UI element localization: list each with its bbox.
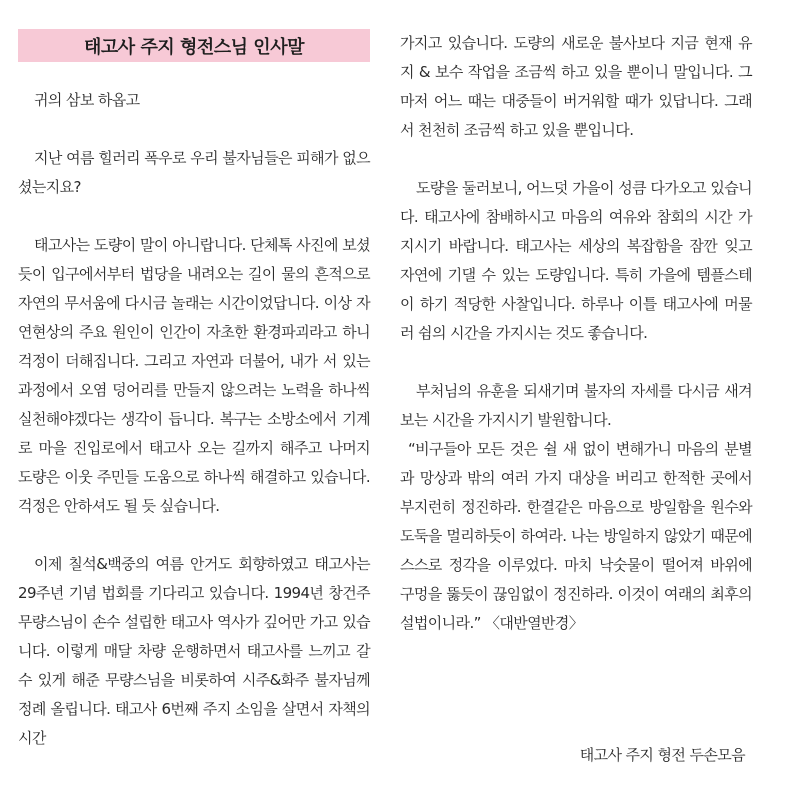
paragraph-maintenance: 가지고 있습니다. 도량의 새로운 불사보다 지금 현재 유지 & 보수 작업을 조금씩 하고 있을 뿐이니 말입니다. 그마저 어느 때는 대중들이 버거워할 때가 있답니다. 그래서 천천히 조금씩 하고 있을 뿐입니다. bbox=[400, 34, 752, 139]
left-column bbox=[18, 0, 370, 753]
buddha-quote: “비구들아 모든 것은 쉴 새 없이 변해가니 마음의 분별과 망상과 밖의 여러 가지 대상을 버리고 한적한 곳에서 부지런히 정진하라. 한결같은 마음으로 방일함을 원수와 도둑을 멀리하듯이 하여라. 나는 방일하지 않았기 때문에 스스로 정각을 이루었다. 마치 낙숫물이 떨어져 바위에 구멍을 뚫듯이 끊임없이 정진하라. 이것이 여래의 최후의 설법이니라.” 〈대반열반경〉 bbox=[400, 440, 752, 632]
paragraph-autumn-visit: 도량을 둘러보니, 어느덧 가을이 성큼 다가오고 있습니다. 태고사에 참배하시고 마음의 여유와 참회의 시간 가지시기 바랍니다. 태고사는 세상의 복잡함을 잠깐 잊고 자연에 기댈 수 있는 도량입니다. 특히 가을에 템플스테이 하기 적당한 사찰입니다. 하루나 이틀 태고사에 머물러 쉼의 시간을 가지시는 것도 좋습니다. bbox=[400, 179, 752, 342]
page-title: 태고사 주지 형전스님 인사말 bbox=[18, 29, 370, 62]
greeting-text: 귀의 삼보 하옵고 bbox=[34, 91, 140, 109]
paragraph-vow: 부처님의 유훈을 되새기며 불자의 자세를 다시금 새겨 보는 시간을 가지시기 발원합니다. bbox=[400, 382, 752, 429]
signature: 태고사 주지 형전 두손모음 bbox=[579, 746, 745, 764]
right-column bbox=[400, 0, 752, 638]
paragraph-flood-greeting: 지난 여름 힐러리 폭우로 우리 불자님들은 피해가 없으셨는지요? bbox=[18, 149, 370, 196]
paragraph-temple-damage: 태고사는 도량이 말이 아니랍니다. 단체톡 사진에 보셨듯이 입구에서부터 법당을 내려오는 길이 물의 흔적으로 자연의 무서움에 다시금 놀래는 시간이었답니다. 이상 자연현상의 주요 원인이 인간이 자초한 환경파괴라고 하니 걱정이 더해집니다. 그리고 자연과 더불어, 내가 서 있는 과정에서 오염 덩어리를 만들지 않으려는 노력을 하나씩 실천해야겠다는 생각이 듭니다. 복구는 소방소에서 기계로 마을 진입로에서 태고사 오는 길까지 해주고 나머지 도량은 이웃 주민들 도움으로 하나씩 해결하고 있습니다. 걱정은 안하셔도 될 듯 싶습니다. bbox=[18, 236, 370, 515]
paragraph-anniversary: 이제 칠석&백중의 여름 안거도 회향하였고 태고사는 29주년 기념 법회를 기다리고 있습니다. 1994년 창건주 무량스님이 손수 설립한 태고사 역사가 깊어만 가고 있습니다. 이렇게 매달 차량 운행하면서 태고사를 느끼고 갈 수 있게 해준 무량스님을 비롯하여 시주&화주 불자님께 정례 올립니다. 태고사 6번째 주지 소임을 살면서 자책의 시간 bbox=[18, 555, 370, 747]
